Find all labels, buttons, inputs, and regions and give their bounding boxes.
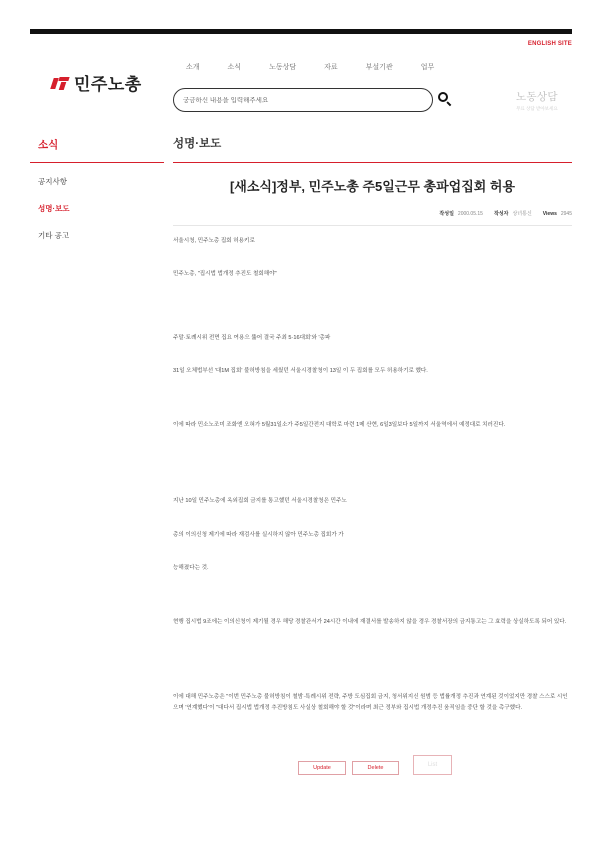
list-button[interactable]: List bbox=[413, 755, 452, 775]
sidebar-item-notices[interactable]: 공지사항 bbox=[38, 177, 67, 186]
logo-mark-icon bbox=[52, 76, 70, 90]
nav-item-intro[interactable]: 소개 bbox=[186, 64, 200, 71]
top-bar bbox=[30, 29, 572, 34]
article-paragraph: 지난 10일 민주노총에 옥외집회 금지를 통고했던 서울시경찰청은 민주노 bbox=[173, 498, 347, 504]
date-label: 작성일 bbox=[439, 211, 454, 217]
article-paragraph: 민주노총, "집시법 법개정 추진도 철회해야" bbox=[173, 271, 277, 277]
labor-consult-subtitle: 무료 상담 받아보세요 bbox=[516, 106, 558, 111]
logo-text: 민주노총 bbox=[74, 75, 142, 94]
article-paragraph: 능해졌다는 것. bbox=[173, 565, 209, 571]
sidebar-divider bbox=[30, 162, 164, 163]
views-label: Views bbox=[542, 210, 557, 217]
labor-consult-title: 노동상담 bbox=[516, 91, 558, 103]
nav-item-affiliates[interactable]: 부설기관 bbox=[365, 64, 393, 71]
sidebar-item-other-notices[interactable]: 기타 공고 bbox=[38, 231, 70, 240]
article-paragraph: 총의 이의신청 제기에 따라 재검사를 실시하지 않아 민주노총 집회가 가 bbox=[173, 532, 344, 538]
english-site-link[interactable]: ENGLISH SITE bbox=[527, 41, 572, 47]
sidebar-menu bbox=[38, 176, 69, 257]
logo[interactable] bbox=[52, 70, 142, 95]
article-title: [새소식]정부, 민주노총 주5일근무 총파업집회 허용 bbox=[229, 179, 516, 194]
nav-item-materials[interactable]: 자료 bbox=[324, 64, 338, 71]
article-paragraph: 서울시청, 민주노총 집회 허용키로 bbox=[173, 238, 255, 244]
nav-item-business[interactable]: 업무 bbox=[420, 64, 435, 71]
meta-divider bbox=[173, 225, 572, 226]
article-paragraph: 주말·토례시위 전면 집요 여용으 뚫어 결국 주최 5·16대회'와 '총파 bbox=[173, 335, 331, 341]
article-meta bbox=[439, 210, 572, 217]
views-value: 2945 bbox=[560, 210, 572, 217]
article-paragraph: 현행 집시법 9조에는 이의신청이 제기될 경우 해당 경찰관서가 24시간 이내에 재결서를 발송하지 않을 경우 경찰서장의 금지통고는 그 효력을 상실하도록 되어 있다. bbox=[173, 619, 567, 625]
page-title-divider bbox=[173, 162, 572, 163]
article-paragraph: 31일 오체법부선 '대1M 집회' 불허방침을 세웠던 서울시경찰청이 13일 이 두 집회를 모두 허용하기로 했다. bbox=[173, 368, 428, 374]
author-label: 작성자 bbox=[493, 211, 509, 217]
labor-consult-link[interactable] bbox=[516, 89, 558, 112]
search-icon[interactable] bbox=[438, 92, 452, 106]
search-input[interactable] bbox=[183, 97, 413, 104]
article-paragraph: 이에 따라 민소노조미 조화엔 오혀가 5월31일소가 주5일간전지 대학로 마련 1메 산현, 6일3일보다 5일까지 서울역에서 예정대로 치러진다. bbox=[173, 422, 506, 428]
update-button[interactable]: Update bbox=[298, 761, 346, 775]
delete-button[interactable]: Delete bbox=[352, 761, 399, 775]
page-title: 성명·보도 bbox=[173, 138, 222, 150]
nav-item-news[interactable]: 소식 bbox=[227, 64, 242, 71]
nav-item-labor-consult[interactable]: 노동상담 bbox=[269, 64, 297, 71]
date-value: 2000.05.15 bbox=[457, 210, 483, 217]
main-nav bbox=[186, 62, 462, 72]
sidebar-title: 소식 bbox=[38, 139, 59, 151]
sidebar-item-statements[interactable]: 성명·보도 bbox=[38, 204, 70, 213]
article-paragraph: 이에 대해 민주노총은 "이번 민주노총 불허방침이 철밤·특례시위 전략, 주방 도심집회 금지, 청서위지신 원범 등 법률개정 추진과 연계된 것이었지만 경찰 스스로 시인으며 '연계했다'이 "대다서 집시법 법개정 추진방침도 사실상 철회해야 할 것"이라며 최근 정부와 집시법 개정추진 움직임을 중단 할 것을 촉구했다. bbox=[173, 694, 568, 711]
search-box bbox=[173, 88, 433, 112]
author-value: 상녀통신 bbox=[512, 211, 532, 217]
